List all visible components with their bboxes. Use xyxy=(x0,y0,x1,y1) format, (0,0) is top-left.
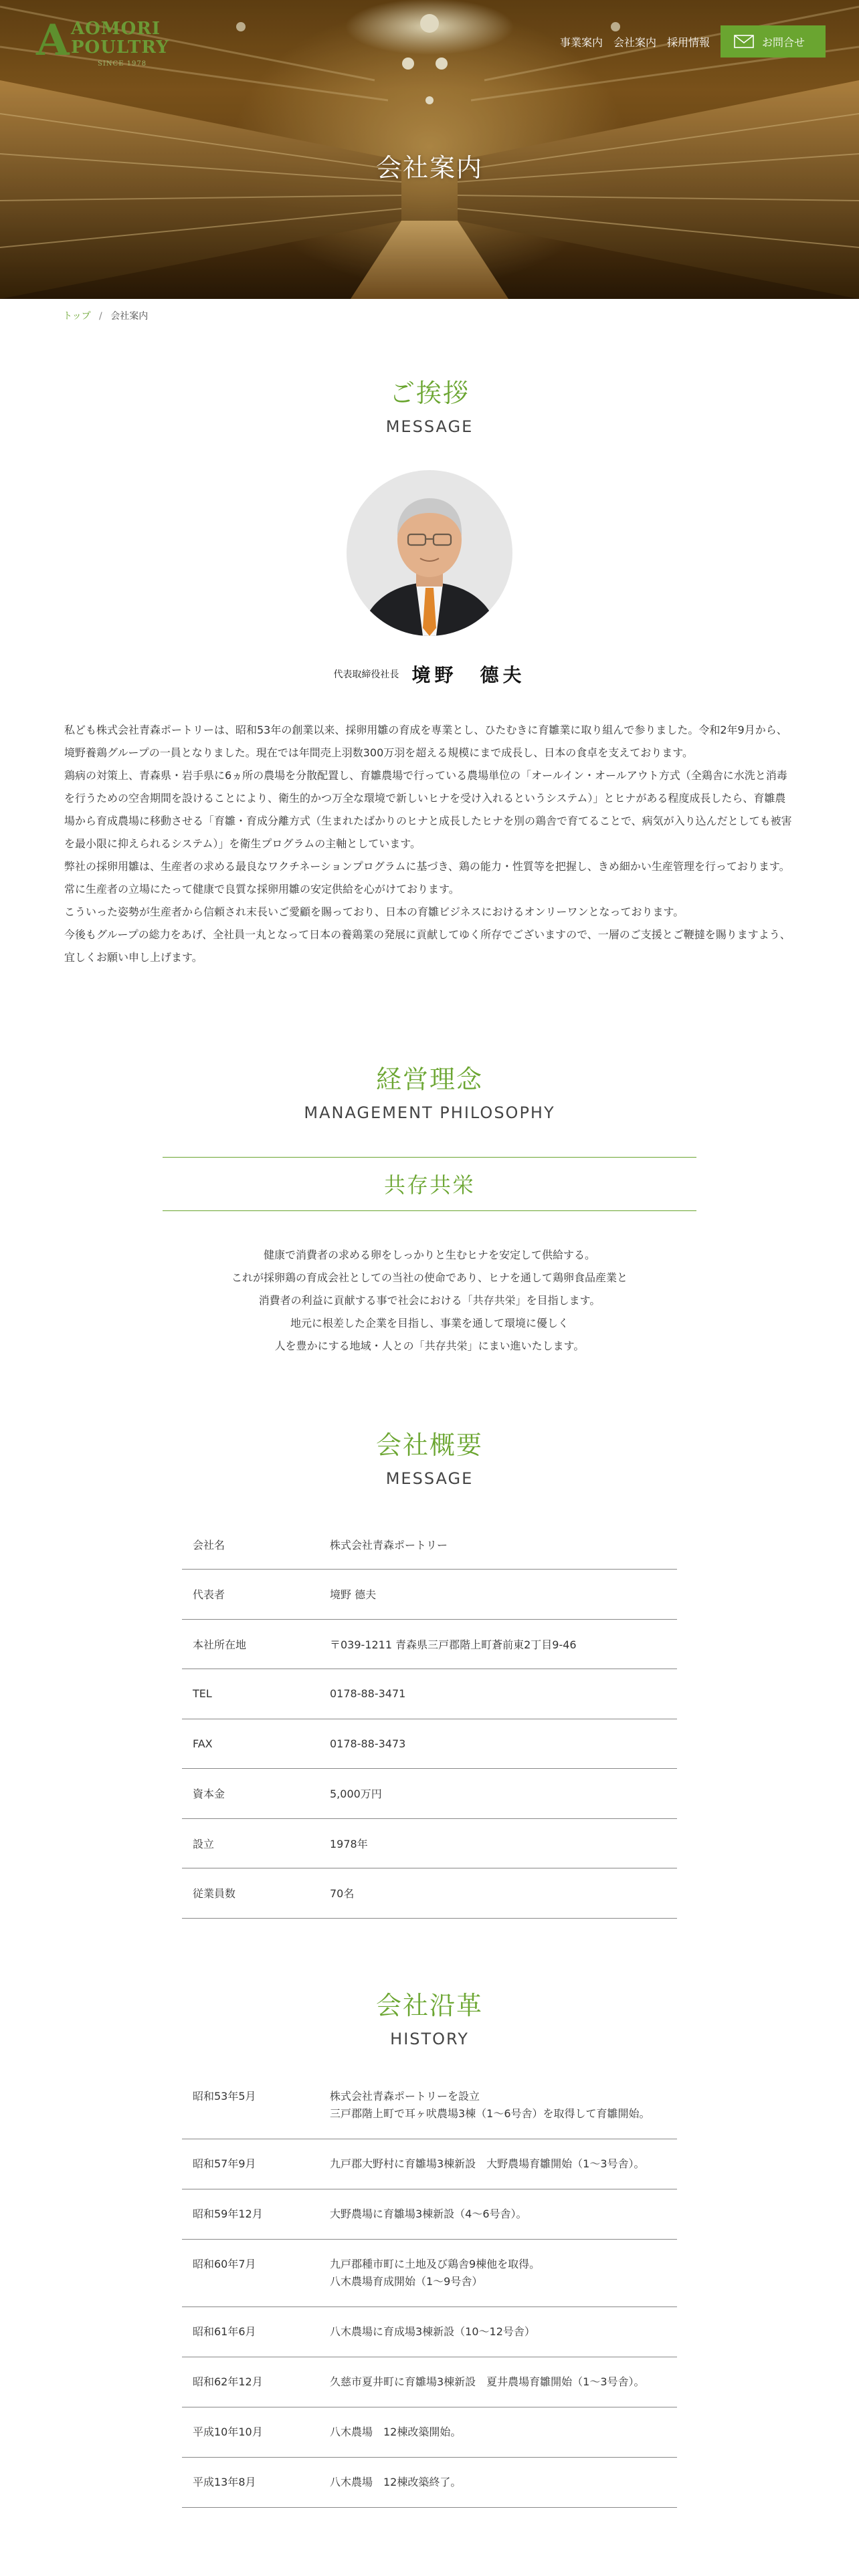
table-row xyxy=(182,2139,677,2189)
history-heading xyxy=(0,1985,859,2048)
logo-text-line2: POULTRY xyxy=(71,37,169,58)
history-date: 昭和57年9月 xyxy=(193,2157,256,2170)
table-row xyxy=(182,1719,677,1769)
row-label: 会社名 xyxy=(193,1538,225,1551)
philosophy-heading xyxy=(0,1059,859,1122)
history-line: 八木農場に育成場3棟新設（10〜12号舎） xyxy=(330,2325,535,2338)
breadcrumb-separator: / xyxy=(99,311,102,322)
history-date: 昭和61年6月 xyxy=(193,2325,256,2338)
message-paragraph: 常に生産者の立場にたって健康で良質な採卵用雛の安定供給を心がけております。 xyxy=(64,883,460,895)
history-event xyxy=(330,2458,677,2508)
history-line: 八木農場育成開始（1〜9号舎） xyxy=(330,2275,483,2288)
hero-banner xyxy=(0,0,859,299)
philosophy-line: 地元に根差した企業を目指し、事業を通して環境に優しく xyxy=(290,1317,569,1329)
table-row xyxy=(182,1519,677,1570)
row-label: 代表者 xyxy=(193,1588,225,1602)
table-row xyxy=(182,2072,677,2139)
table-row xyxy=(182,2407,677,2458)
company-history-table xyxy=(182,2072,677,2508)
message-paragraph: 今後もグループの総力をあげ、全社員一丸となって日本の養鶏業の発展に貢献してゆく所存でございますので、一層のご支援とご鞭撻を賜りますよう、宜しくお願い申し上げます。 xyxy=(64,928,791,964)
row-label: 設立 xyxy=(193,1837,215,1850)
philosophy-line: 人を豊かにする地域・人との「共存共栄」にまい進いたします。 xyxy=(274,1339,585,1352)
contact-button[interactable] xyxy=(721,25,826,58)
philosophy-line: 消費者の利益に貢献する事で社会における「共存共栄」を目指します。 xyxy=(258,1294,601,1307)
table-row xyxy=(182,1669,677,1719)
history-line: 九戸郡種市町に土地及び鶏舎9棟他を取得。 xyxy=(330,2258,541,2270)
logo-tagline: SINCE 1978 xyxy=(98,60,147,68)
greeting-subtitle: MESSAGE xyxy=(385,417,474,436)
overview-heading xyxy=(0,1424,859,1488)
table-row xyxy=(182,2307,677,2357)
table-row xyxy=(182,1818,677,1868)
message-paragraph: 鶏病の対策上、青森県・岩手県に6ヵ所の農場を分散配置し、育雛農場で行っている農場単位の「オールイン・オールアウト方式（全鶏舎に水洗と消毒を行うための空舎期間を設けることにより、衛生的かつ万全な環境で新しいヒナを受け入れるというシステム）」とヒナがある程度成長したら、育雛農場から育成農場に移動させる「育雛・育成分離方式（生まれたばかりのヒナと成長したヒナを別の鶏舎で育てることで、病気が入り込んだとしても被害を最小限に抑えられるシステム）」を衛生プログラムの主軸としています。 xyxy=(64,769,792,850)
row-label: 従業員数 xyxy=(193,1887,236,1901)
history-date: 昭和60年7月 xyxy=(193,2258,256,2270)
greeting-heading xyxy=(0,372,859,436)
ceo-role: 代表取締役社長 xyxy=(333,669,399,680)
history-date: 平成13年8月 xyxy=(193,2476,256,2488)
history-event xyxy=(330,2240,677,2307)
row-label: 資本金 xyxy=(193,1788,225,1801)
row-value: 株式会社青森ポートリー xyxy=(330,1538,448,1551)
page-title: 会社案内 xyxy=(375,153,483,183)
row-value: 〒039-1211 青森県三戸郡階上町蒼前東2丁目9-46 xyxy=(330,1638,577,1651)
row-value: 境野 德夫 xyxy=(330,1588,377,1602)
row-label: FAX xyxy=(193,1737,213,1750)
logo-mark: A xyxy=(36,15,70,66)
history-event xyxy=(330,2189,677,2240)
table-row xyxy=(182,1570,677,1620)
greeting-title: ご挨拶 xyxy=(389,379,470,408)
history-title: 会社沿革 xyxy=(375,1991,483,2020)
ceo-name: 境野 德夫 xyxy=(411,664,526,686)
message-paragraph: こういった姿勢が生産者から信頼され末長いご愛顧を賜っており、日本の育雛ビジネスにおけるオンリーワンとなっております。 xyxy=(64,905,684,918)
message-paragraph: 私ども株式会社青森ポートリーは、昭和53年の創業以来、採卵用雛の育成を専業とし、ひたむきに育雛業に取り組んで参りました。令和2年9月から、境野養鶏グループの一員となりました。現在では年間売上羽数300万羽を超える規模にまで成長し、日本の食卓を支えております。 xyxy=(64,724,787,759)
overview-title: 会社概要 xyxy=(375,1430,483,1460)
history-line: 株式会社青森ポートリーを設立 xyxy=(330,2090,480,2103)
table-row xyxy=(182,2458,677,2508)
ceo-signature xyxy=(0,661,859,687)
history-date: 昭和53年5月 xyxy=(193,2090,256,2103)
global-nav xyxy=(560,25,826,58)
table-row xyxy=(182,1769,677,1819)
table-row xyxy=(182,2357,677,2407)
history-line: 大野農場に育雛場3棟新設（4〜6号舎）。 xyxy=(330,2208,527,2220)
breadcrumb xyxy=(63,309,148,322)
nav-company[interactable]: 会社案内 xyxy=(613,35,656,49)
row-label: 本社所在地 xyxy=(193,1638,247,1651)
history-event xyxy=(330,2407,677,2458)
history-date: 昭和59年12月 xyxy=(193,2208,263,2220)
overview-subtitle: MESSAGE xyxy=(385,1469,474,1488)
ceo-portrait xyxy=(347,470,512,636)
company-overview-table xyxy=(182,1519,677,1919)
message-paragraph: 弊社の採卵用雛は、生産者の求める最良なワクチネーションプログラムに基づき、鶏の能力・性質等を把握し、きめ細かい生産管理を行っております。 xyxy=(64,860,790,873)
philosophy-motto: 共存共栄 xyxy=(383,1172,475,1198)
philosophy-title: 経営理念 xyxy=(375,1065,483,1094)
history-line: 九戸郡大野村に育雛場3棟新設 大野農場育雛開始（1〜3号舎）。 xyxy=(330,2157,645,2170)
table-row xyxy=(182,1868,677,1919)
philosophy-line: 健康で消費者の求める卵をしっかりと生むヒナを安定して供給する。 xyxy=(263,1249,595,1261)
logo-text-line1: AOMORI xyxy=(71,19,161,39)
philosophy-text xyxy=(0,1244,859,1358)
history-date: 昭和62年12月 xyxy=(193,2375,263,2388)
table-row xyxy=(182,1619,677,1669)
greeting-message xyxy=(64,719,795,969)
divider-top xyxy=(163,1157,696,1158)
history-event xyxy=(330,2357,677,2407)
nav-business[interactable]: 事業案内 xyxy=(559,35,603,49)
mail-icon xyxy=(734,35,754,48)
brand-logo[interactable] xyxy=(36,17,183,71)
history-date: 平成10年10月 xyxy=(193,2426,263,2438)
philosophy-subtitle: MANAGEMENT PHILOSOPHY xyxy=(304,1103,555,1122)
row-value: 0178-88-3471 xyxy=(330,1687,406,1701)
row-value: 70名 xyxy=(330,1887,355,1901)
contact-label: お問合せ xyxy=(762,35,805,49)
row-label: TEL xyxy=(193,1687,212,1701)
table-row xyxy=(182,2240,677,2307)
history-event xyxy=(330,2072,677,2139)
breadcrumb-home[interactable]: トップ xyxy=(63,311,91,322)
history-line: 三戸郡階上町で耳ヶ吠農場3棟（1〜6号舎）を取得して育雛開始。 xyxy=(330,2107,650,2120)
nav-recruit[interactable]: 採用情報 xyxy=(666,35,710,49)
history-subtitle: HISTORY xyxy=(390,2030,469,2048)
divider-bottom xyxy=(163,1210,696,1211)
history-line: 八木農場 12棟改築開始。 xyxy=(330,2426,462,2438)
history-event xyxy=(330,2307,677,2357)
row-value: 1978年 xyxy=(330,1837,368,1850)
philosophy-line: これが採卵鶏の育成会社としての当社の使命であり、ヒナを通して鶏卵食品産業と xyxy=(231,1271,628,1284)
history-line: 久慈市夏井町に育雛場3棟新設 夏井農場育雛開始（1〜3号舎）。 xyxy=(330,2375,645,2388)
history-line: 八木農場 12棟改築終了。 xyxy=(330,2476,462,2488)
table-row xyxy=(182,2189,677,2240)
breadcrumb-current: 会社案内 xyxy=(110,311,149,322)
history-event xyxy=(330,2139,677,2189)
row-value: 0178-88-3473 xyxy=(330,1737,406,1750)
row-value: 5,000万円 xyxy=(330,1788,382,1801)
